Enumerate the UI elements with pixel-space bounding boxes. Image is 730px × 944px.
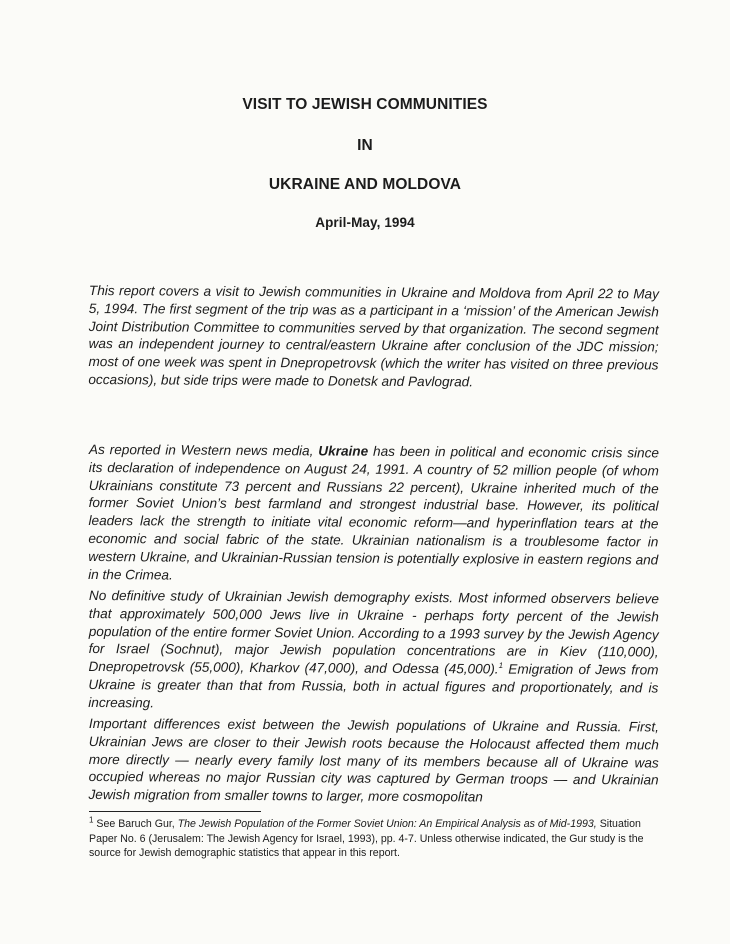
heading-line-2: IN: [357, 137, 373, 154]
footnote-text-rest: Situation Paper No. 6 (Jerusalem: The Jewish Agency for Israel, 1993), pp. 4-7. Unless otherwise indicated, the Gur study is the source for Jewish demographic statistics that appear in this report.: [89, 818, 644, 860]
paragraph-ukraine-crisis-rest: has been in political and economic crisis since its declaration of independence on August 24, 1991. A country of 52 million people (of whom Ukrainians constitute 73 percent and Russians 22 percent), Ukraine inherited much of the former Soviet Union’s best farmland and strongest industrial base. However, its political leaders lack the strength to initiate vital economic reform—and hyperinflation tears at the economic and social fabric of the state. Ukrainian nationalism is a troublesome factor in western Ukraine, and Ukrainian-Russian tension is potentially explosive in eastern regions and in the Crimea.: [88, 443, 659, 583]
report-date: April-May, 1994: [315, 215, 415, 230]
paragraph-intro: This report covers a visit to Jewish communities in Ukraine and Moldova from April 22 to May 5, 1994. The first segment of the trip was as a participant in a ‘mission’ of the American Jewish Joint Distribution Committee to communities served by that organization. The second segment was an independent journey to central/eastern Ukraine after conclusion of the JDC mission; most of one week was spent in Dnepropetrovsk (which the writer has visited on three previous occasions), but side trips were made to Donetsk and Pavlograd.: [88, 282, 659, 390]
paragraph-ukraine-crisis-lead: As reported in Western news media,: [88, 441, 314, 459]
footnote-marker: 1: [89, 815, 94, 825]
heading-line-3: UKRAINE AND MOLDOVA: [268, 176, 462, 193]
paragraph-demography-rest: Emigration of Jews from Ukraine is greater than that from Russia, both in actual figures and proportionately, and is increasing.: [88, 661, 659, 711]
footnote: [89, 817, 657, 861]
paragraph-differences: Important differences exist between the Jewish populations of Ukraine and Russia. First, Ukrainian Jews are closer to their Jewish roots because the Holocaust affected them much more directly — nearly every family lost many of its members because all of Ukraine was occupied whereas no major Russian city was captured by German troops — and Ukrainian Jewish migration from smaller towns to larger, more cosmopolitan: [88, 716, 659, 805]
footnote-reference: 1: [498, 661, 504, 671]
footnote-divider: [89, 811, 261, 812]
ukraine-bold-term: Ukraine: [318, 443, 369, 459]
paragraph-ukraine-crisis: [88, 441, 659, 587]
footnote-text-lead: See Baruch Gur,: [96, 818, 175, 830]
heading-line-1: VISIT TO JEWISH COMMUNITIES: [242, 96, 488, 113]
footnote-cited-title: The Jewish Population of the Former Soviet Union: An Empirical Analysis as of Mid-1993,: [177, 818, 597, 830]
paragraph-demography: [88, 587, 659, 715]
paragraph-demography-lead: No definitive study of Ukrainian Jewish demography exists. Most informed observers believe that approximately 500,000 Jews live in Ukraine - perhaps forty percent of the Jewish population of the entire former Soviet Union. According to a 1993 survey by the Jewish Agency for Israel (Sochnut), major Jewish population concentrations are in Kiev (110,000), Dnepropetrovsk (55,000), Kharkov (47,000), and Odessa (45,000).: [88, 588, 659, 677]
